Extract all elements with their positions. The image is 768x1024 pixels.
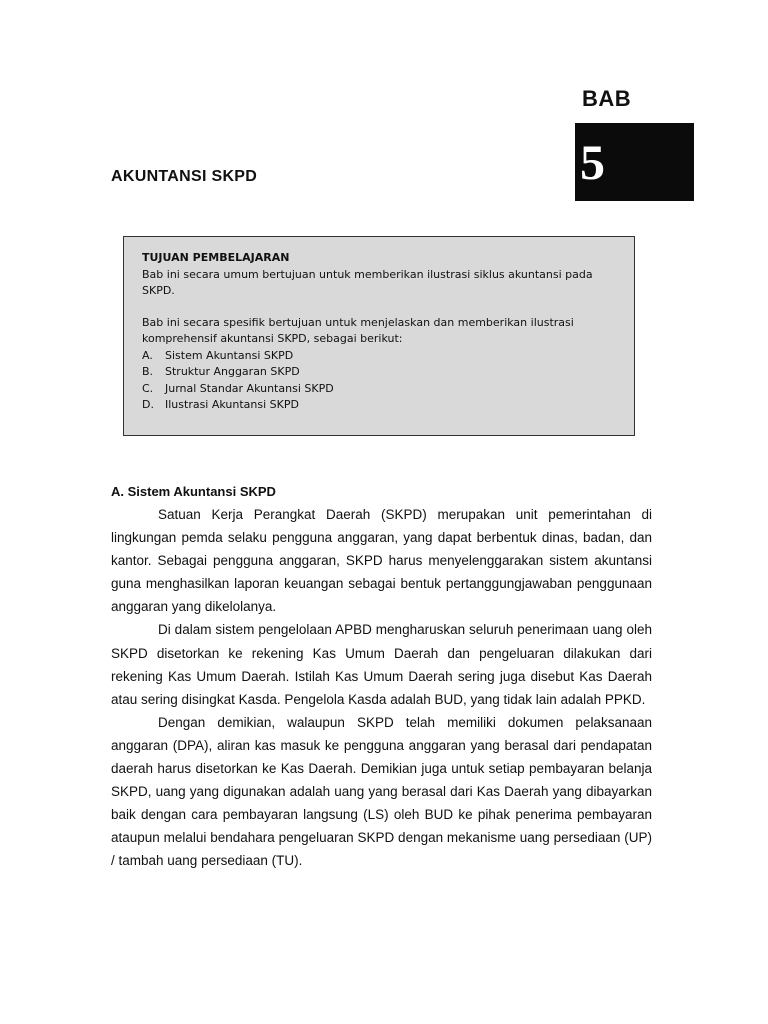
objectives-item-letter: D. — [142, 398, 154, 411]
objectives-specific: Bab ini secara spesifik bertujuan untuk menjelaskan dan memberikan ilustrasi komprehensif akuntansi SKPD, sebagai berikut: — [142, 315, 574, 345]
objectives-general: Bab ini secara umum bertujuan untuk memberikan ilustrasi siklus akuntansi pada SKPD. — [142, 267, 593, 297]
objectives-heading: TUJUAN PEMBELAJARAN — [142, 251, 290, 264]
objectives-list — [142, 348, 616, 414]
objectives-item-text: Ilustrasi Akuntansi SKPD — [165, 398, 299, 411]
objectives-list-item — [142, 381, 616, 398]
objectives-item-letter: B. — [142, 365, 154, 378]
objectives-item-text: Jurnal Standar Akuntansi SKPD — [165, 381, 334, 395]
body-paragraph: Dengan demikian, walaupun SKPD telah memiliki dokumen pelaksanaan anggaran (DPA), aliran kas masuk ke pengguna anggaran yang berasal dari pendapatan daerah harus disetorkan ke Kas Daerah. Demikian juga untuk setiap pembayaran belanja SKPD, uang yang digunakan adalah uang yang berasal dari Kas Daerah yang dibayarkan baik dengan cara pembayaran langsung (LS) oleh BUD ke pihak penerima pembayaran ataupun melalui bendahara pengeluaran SKPD dengan mekanisme uang persediaan (UP) / tambah uang persediaan (TU). — [111, 714, 652, 869]
chapter-title: AKUNTANSI SKPD — [111, 168, 258, 185]
section-heading: A. Sistem Akuntansi SKPD — [111, 484, 276, 499]
objectives-list-item — [142, 364, 616, 381]
objectives-spacer — [142, 300, 616, 315]
objectives-item-text: Struktur Anggaran SKPD — [165, 365, 300, 378]
body-paragraph: Di dalam sistem pengelolaan APBD mengharuskan seluruh penerimaan uang oleh SKPD disetorkan ke rekening Kas Umum Daerah dan pengeluaran dilakukan dari rekening Kas Umum Daerah. Istilah Kas Umum Daerah sering juga disebut Kas Daerah atau sering disingkat Kasda. Pengelola Kasda adalah BUD, yang tidak lain adalah PPKD. — [111, 622, 652, 707]
chapter-number: 5 — [580, 134, 605, 190]
objectives-list-item — [142, 348, 616, 365]
chapter-label: BAB — [582, 86, 632, 111]
body-paragraph: Satuan Kerja Perangkat Daerah (SKPD) merupakan unit pemerintahan di lingkungan pemda selaku pengguna anggaran, yang dapat berbentuk dinas, badan, dan kantor. Sebagai pengguna anggaran, SKPD harus menyelenggarakan sistem akuntansi guna menghasilkan laporan keuangan sebagai bentuk pertanggungjawaban penggunaan anggaran yang dikelolanya. — [111, 507, 652, 615]
chapter-number-box — [575, 123, 694, 201]
objectives-list-item — [142, 397, 616, 414]
objectives-item-letter: C. — [142, 381, 154, 395]
section-body — [111, 503, 652, 873]
objectives-item-letter: A. — [142, 348, 153, 362]
objectives-item-text: Sistem Akuntansi SKPD — [165, 348, 294, 362]
learning-objectives-box — [123, 236, 635, 436]
